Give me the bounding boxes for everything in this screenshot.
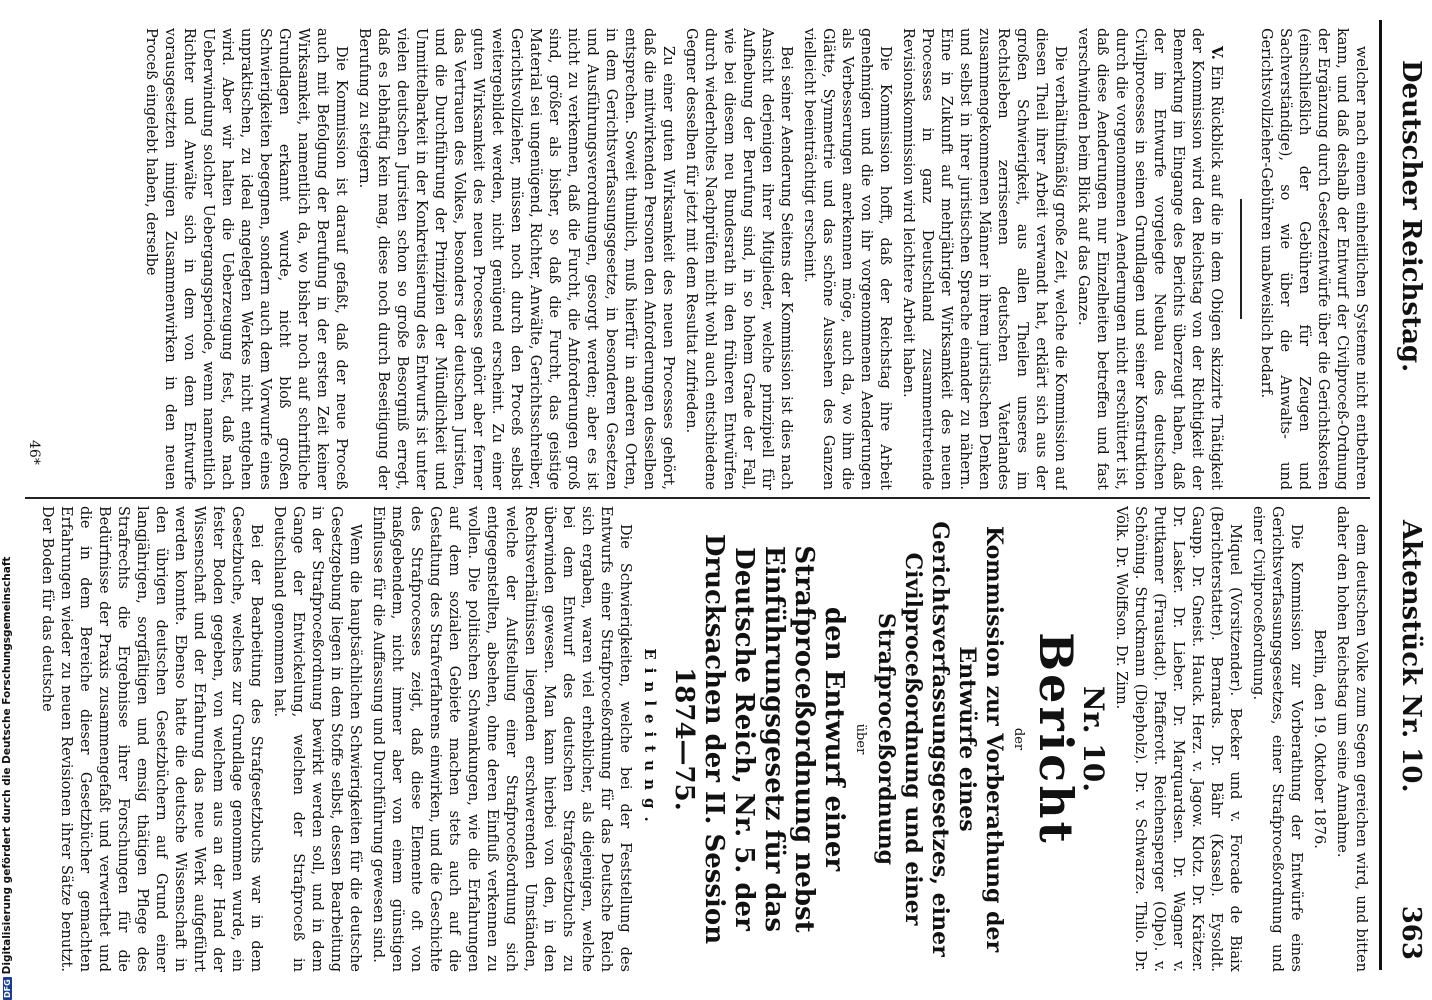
header-rule — [1379, 20, 1382, 970]
page-number: 363 — [1396, 905, 1426, 960]
paragraph: Zu einer guten Wirksamkeit des neuen Processes gehört, daß die mitwirkenden Personen den Anforderungen desselben entsprechen. Soweit thunlich, muß hierfür in anderen Orten, in dem Gerichtsverfassungsgesetze, in besonderen Gesetzen und Ausführungsverordnungen, gesorgt werden; aber es ist nicht zu verkennen, daß die Furcht, die Anforderungen groß sind, größer als bisher, so daß die Furcht, das geistige Material sei ungenügend, Richter, Anwälte, Gerichtsschreiber, Gerichtsvollzieher, müssen noch durch den Proceß selbst weitergebildet werden, nicht genügend erscheint. Zu einer guten Wirksamkeit des neuen Processes gehört aber ferner das Vertrauen des Volkes, besonders der deutschen Juristen, und die Durchführung der Prinzipien der Mündlichkeit und Unmittelbarkeit in der Konkretisierung des Entwurfs ist unter vielen deutschen Juristen schon so große Besorgniß erregt, daß es lebhaftig kein mag, diese noch durch Beseitigung der Berufung zu steigern. — [356, 28, 676, 490]
dfg-logo: DFG — [3, 979, 12, 998]
paragraph: dem deutschen Volke zum Segen gereichen wird, und bitten daher den hohen Reichstag um seine Annahme. — [1334, 506, 1369, 972]
divider — [1240, 199, 1242, 319]
paragraph-text: Ein Rückblick auf die in dem Obigen skizzirte Thätigkeit der Kommission wird den Reichstag von der Richtigkeit der Bemerkung im Eingange des Berichts überzeugt haben, daß der im Entwurfe vorgelegte Neubau des deutschen Civilprocesses in seinen Grundlagen und seiner Konstruktion durch die vorgenommenen Aenderungen nicht erschüttert ist, daß diese Aenderungen nur Einzelheiten betreffen und fast verschwinden beim Blick auf das Ganze. — [1075, 28, 1224, 490]
right-column — [25, 506, 1370, 972]
paragraph: welcher nach einem einheitlichen Systeme nicht entbehren kann, und daß deshalb der Entwurf der Civilproceß-Ordnung der Ergänzung durch Gesetzentwürfe über die Gerichtskosten (einschließlich der Gebühren für Zeugen und Sachverständige), so wie über die Anwalts- und Gerichtsvollzieher-Gebühren unabweislich bedarf. — [1258, 28, 1369, 490]
signature-mark: 46* — [26, 440, 42, 465]
paragraph: Bei der Bearbeitung des Strafgesetzbuchs war in dem Gesetzbuche, welches zur Grundlage genommen wurde, ein fester Boden gegeben, von welchem aus an der Hand der Wissenschaft und der Erfahrung das neue Werk aufgeführt werden konnte. Ebenso hatte die deutsche Wissenschaft in den übrigen deutschen Gesetzbüchern auf Grund einer langjährigen, sorgfältigen und emsig thätigen Pflege des Strafrechts die Ergebnisse ihrer Forschungen für die Bedürfnisse der Praxis zusammengefaßt und verwerthet und die in dem Bereiche dieser Gesetzbücher gemachten Erfahrungen wieder zu neuen Revisionen ihrer Sätze benutzt. Der Boden für das deutsche — [39, 506, 264, 972]
header-publication: Deutscher Reichstag. — [1396, 60, 1426, 373]
paragraph: Bei seiner Aenderung Seitens der Kommission ist dies nach Ansicht derjenigen ihrer Mitglieder, welche prinzipiell für Aufhebung der Berufung sind, in so hohem Grade der Fall, wie bei diesem neu Bundesrath in den früheren Entwürfen durch wiederholtes Nachprüfen nicht wohl auch entschiedene Gegner desselben für jetzt mit dem Resultat zufrieden. — [683, 28, 794, 490]
paragraph: Die Kommission zur Vorberathung der Entwürfe eines Gerichtsverfassungsgesetzes, einer Strafproceßordnung und einer Civilproceßordnung. — [1250, 506, 1304, 972]
page-header — [1382, 40, 1432, 960]
commission-name: Kommission zur Vorberathung der Entwürfe eines Gerichtsverfassungsgesetzes, einer Civilproceßordnung und einer Strafproceßordnung — [873, 521, 1007, 957]
section-heading: Einleitung. — [641, 648, 659, 830]
paragraph: Die verhältnißmäßig große Zeit, welche die Kommission auf diesen Theil ihrer Arbeit verwandt hat, erklärt sich aus der großen Schwierigkeit, aus allen Theilen unseres im Rechtsleben zerrissenen deutschen Vaterlandes zusammengekommenen Männer in ihrem juristischen Denken und selbst in ihrer juristischen Sprache einander zu nähern. Eine in Zukunft auf mehrjähriger Wirksamkeit des neuen Processes in ganz Deutschland zusammentretende Revisionskommission wird leichtere Arbeit haben. — [900, 28, 1068, 490]
header-document-number: Aktenstück Nr. 10. — [1396, 520, 1426, 793]
left-column — [25, 28, 1370, 490]
digitization-note — [1, 557, 13, 1000]
report-subject: den Entwurf einer Strafproceßordnung nebst Einführungsgesetz für das Deutsche Reich, Nr. 5. der Drucksachen der II. Session 1874—75. — [669, 533, 849, 945]
paragraph: Die Kommission hofft, daß der Reichstag ihre Arbeit genehmigen und die von ihr vorgenommenen Aenderungen als Verbesserungen anerkennen möge, auch da, wo ihm die Glätte, Symmetrie und das schöne Aussehen des Ganzen vielleicht beeinträchtigt erscheint. — [801, 28, 893, 490]
section-numeral: V. — [1208, 46, 1225, 60]
connector-ueber: über — [853, 723, 868, 755]
digitization-text: Digitalisierung gefördert durch die Deutsche Forschungsgemeinschaft — [1, 556, 13, 975]
paragraph: Die Schwierigkeiten, welche bei der Feststellung des Entwurfs einer Strafproceßordnung für das Deutsche Reich sich ergaben, waren viel erheblicher, als diejenigen, welche bei dem Entwurf des deutschen Strafgesetzbuchs zu überwinden gewesen. Man kann hierbei von den, in den Rechtsverhältnissen liegenden erschwerenden Umständen, welche der Aufstellung einer Strafproceßordnung sich entgegenstellten, absehen, ohne deren Einfluß verkennen zu wollen. Die politischen Schwankungen, wie die Erfahrungen auf dem sozialen Gebiete machen stets auch auf die Gestaltung des Strafverfahrens einwirken, und die Geschichte des Strafprocesses zeigt, daß diese Elemente oft von maßgebendem, nicht immer aber von einem günstigen Einflusse für die Auffassung und Durchführung gewesen sind. — [370, 506, 633, 972]
paragraph: Wenn die hauptsächlichen Schwierigkeiten für die deutsche Gesetzgebung liegen in dem Stoffe selbst, dessen Bearbeitung in der Strafproceßordnung bewirkt werden soll, und in dem Gange der Entwickelung, welchen der Strafproceß in Deutschland genommen hat. — [271, 506, 363, 972]
report-number: Nr. 10. — [1077, 686, 1110, 792]
member-list: Miquel (Vorsitzender). Becker und v. Forcade de Biaix (Berichterstatter). Bernards. Dr. Bähr (Kassel). Eysoldt. Gaupp. Dr. Gneist. Hauck. Herz. v. Jagow. Klotz. Dr. Krätzer. Dr. Lasker. Dr. Lieber. Dr. Marquardsen. Dr. Wagner v. Puttkamer (Fraustadt). Pfafferott. Reichensperger (Olpe). v. Schöning. Struckmann (Diepholz). Dr. v. Schwarze. Thilo. Dr. Völk. Dr. Wolffson. Dr. Zinn. — [1113, 506, 1243, 972]
paragraph — [1073, 28, 1226, 490]
column-separator — [25, 497, 1370, 499]
dateline: Berlin, den 19. Oktober 1876. — [1311, 629, 1327, 849]
paragraph: Die Kommission ist darauf gefaßt, daß der neue Proceß auch mit Befolgung der Berufung in der ersten Zeit keiner Wirksamkeit, namentlich da, wo bisher noch auf schriftliche Grundlagen erkannt wurde, nicht bloß großen Schwierigkeiten begegnen, sondern auch dem Vorwurfe eines unpraktischen, zu ideal angelegten Werkes nicht entgehen wird. Aber wir halten die Ueberzeugung fest, daß nach Ueberwindung solcher Uebergangsperiode, wenn namentlich Richter und Anwälte sich in dem von dem Entwurfe vorausgesetzten innigen Zusammenwirken in den neuen Proceß eingelebt haben, derselbe — [143, 28, 349, 490]
connector-der: der — [1011, 727, 1026, 751]
report-title: Bericht — [1029, 632, 1083, 846]
